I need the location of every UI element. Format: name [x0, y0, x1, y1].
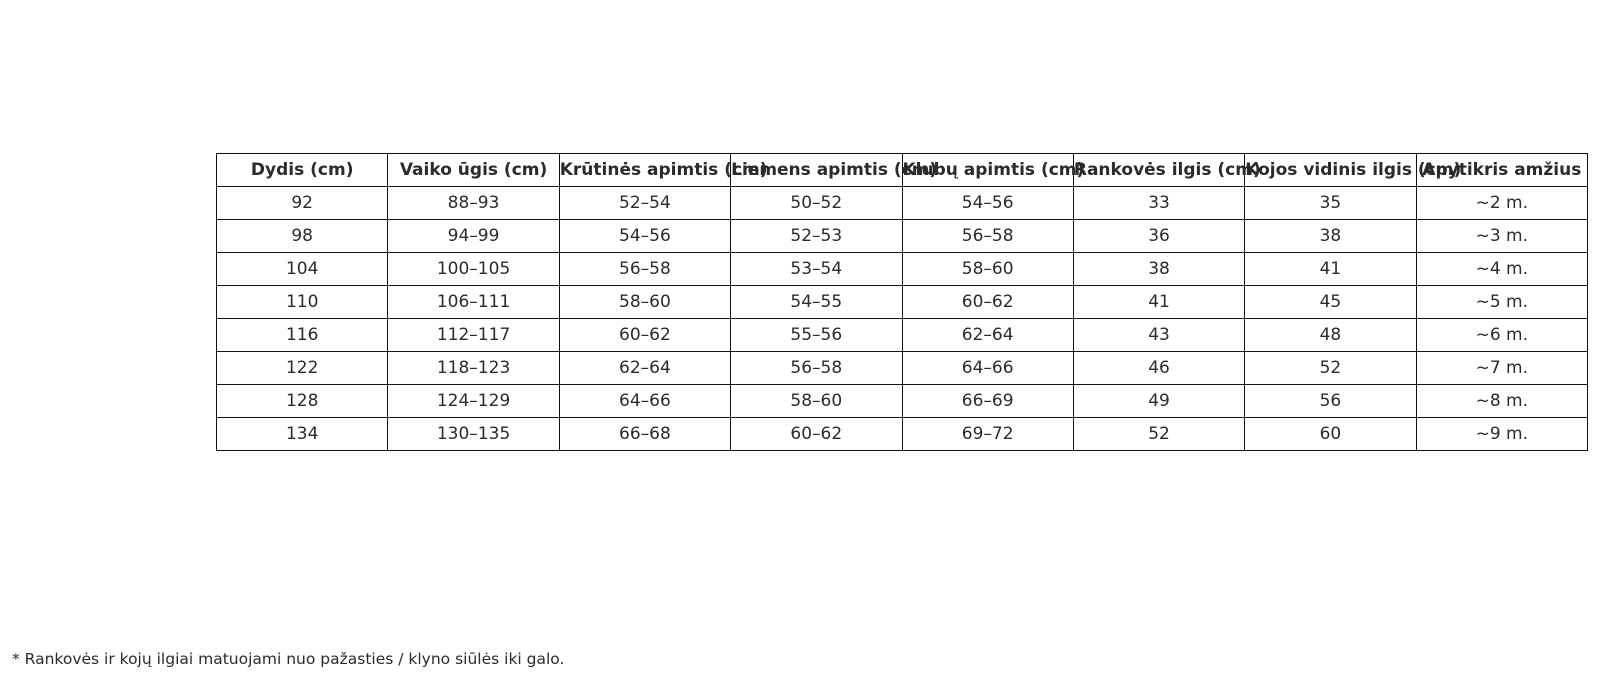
- table-row: [217, 253, 1588, 286]
- table-cell: 45: [1245, 286, 1416, 319]
- column-header: Apytikris amžius: [1416, 154, 1587, 187]
- table-cell: 118–123: [388, 352, 559, 385]
- table-cell: 56–58: [731, 352, 902, 385]
- table-cell: 55–56: [731, 319, 902, 352]
- table-cell: 41: [1073, 286, 1244, 319]
- table-cell: 66–69: [902, 385, 1073, 418]
- table-cell: 94–99: [388, 220, 559, 253]
- table-cell: 60: [1245, 418, 1416, 451]
- table-cell: 36: [1073, 220, 1244, 253]
- column-header: Klubų apimtis (cm): [902, 154, 1073, 187]
- table-row: [217, 319, 1588, 352]
- table-cell: 122: [217, 352, 388, 385]
- table-row: [217, 286, 1588, 319]
- table-cell: 60–62: [731, 418, 902, 451]
- table-cell: 64–66: [559, 385, 730, 418]
- table-cell: 38: [1245, 220, 1416, 253]
- column-header: Rankovės ilgis (cm): [1073, 154, 1244, 187]
- table-cell: 128: [217, 385, 388, 418]
- table-cell: 104: [217, 253, 388, 286]
- table-row: [217, 352, 1588, 385]
- table-row: [217, 220, 1588, 253]
- table-cell: 56: [1245, 385, 1416, 418]
- column-header: Kojos vidinis ilgis (cm): [1245, 154, 1416, 187]
- table-cell: 52: [1073, 418, 1244, 451]
- table-header-row: [217, 154, 1588, 187]
- table-row: [217, 385, 1588, 418]
- table-cell: 58–60: [902, 253, 1073, 286]
- table-cell: 53–54: [731, 253, 902, 286]
- table-cell: 98: [217, 220, 388, 253]
- table-cell: ~8 m.: [1416, 385, 1587, 418]
- table-cell: 48: [1245, 319, 1416, 352]
- table-cell: 69–72: [902, 418, 1073, 451]
- table-cell: 56–58: [902, 220, 1073, 253]
- table-cell: ~5 m.: [1416, 286, 1587, 319]
- table-cell: 41: [1245, 253, 1416, 286]
- table-cell: ~7 m.: [1416, 352, 1587, 385]
- table-cell: 106–111: [388, 286, 559, 319]
- table-cell: 33: [1073, 187, 1244, 220]
- footnote: * Rankovės ir kojų ilgiai matuojami nuo pažasties / klyno siūlės iki galo.: [12, 650, 565, 668]
- table-cell: 116: [217, 319, 388, 352]
- table-cell: 54–56: [559, 220, 730, 253]
- table-cell: 46: [1073, 352, 1244, 385]
- table-cell: 52: [1245, 352, 1416, 385]
- table-cell: 50–52: [731, 187, 902, 220]
- table-body: [217, 187, 1588, 451]
- size-chart-table: [216, 153, 1588, 451]
- column-header: Vaiko ūgis (cm): [388, 154, 559, 187]
- table-cell: 124–129: [388, 385, 559, 418]
- table-cell: 49: [1073, 385, 1244, 418]
- table-cell: 56–58: [559, 253, 730, 286]
- table-cell: 134: [217, 418, 388, 451]
- table-cell: 58–60: [559, 286, 730, 319]
- table-cell: 60–62: [559, 319, 730, 352]
- table-row: [217, 187, 1588, 220]
- table-cell: 43: [1073, 319, 1244, 352]
- table-cell: 60–62: [902, 286, 1073, 319]
- table-cell: ~4 m.: [1416, 253, 1587, 286]
- table-cell: 112–117: [388, 319, 559, 352]
- table-cell: 58–60: [731, 385, 902, 418]
- table-cell: 38: [1073, 253, 1244, 286]
- table-cell: 52–54: [559, 187, 730, 220]
- table-cell: 62–64: [902, 319, 1073, 352]
- table-cell: 54–56: [902, 187, 1073, 220]
- column-header: Dydis (cm): [217, 154, 388, 187]
- table-cell: 92: [217, 187, 388, 220]
- table-cell: 88–93: [388, 187, 559, 220]
- table-cell: 64–66: [902, 352, 1073, 385]
- table-cell: ~3 m.: [1416, 220, 1587, 253]
- table-cell: 62–64: [559, 352, 730, 385]
- table-cell: 52–53: [731, 220, 902, 253]
- table-cell: 110: [217, 286, 388, 319]
- table-cell: 100–105: [388, 253, 559, 286]
- column-header: Krūtinės apimtis (cm): [559, 154, 730, 187]
- table-cell: 54–55: [731, 286, 902, 319]
- table-cell: ~6 m.: [1416, 319, 1587, 352]
- table-cell: 35: [1245, 187, 1416, 220]
- table-cell: ~9 m.: [1416, 418, 1587, 451]
- table-cell: 66–68: [559, 418, 730, 451]
- column-header: Liemens apimtis (cm): [731, 154, 902, 187]
- table-cell: 130–135: [388, 418, 559, 451]
- table-row: [217, 418, 1588, 451]
- table-cell: ~2 m.: [1416, 187, 1587, 220]
